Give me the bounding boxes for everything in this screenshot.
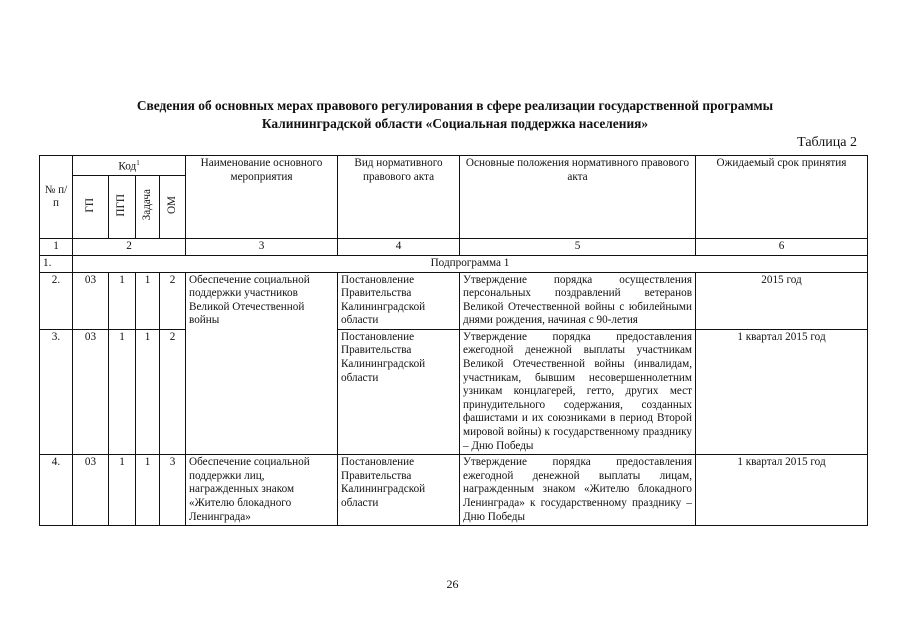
row-pgp: 1 — [109, 272, 136, 329]
row-pgp: 1 — [109, 455, 136, 526]
row-pgp: 1 — [109, 329, 136, 454]
header-act-type: Вид нормативного правового акта — [338, 156, 460, 239]
row-provisions: Утверждение порядка осуществления персональных поздравлений ветеранов Великой Отечественной войны с юбилейными днями рождения, начиная с 90-летия — [460, 272, 696, 329]
table-label: Таблица 2 — [797, 135, 857, 150]
row-deadline: 2015 год — [696, 272, 868, 329]
title-line-1: Сведения об основных мерах правового регулирования в сфере реализации государственной программы — [136, 98, 774, 113]
row-task: 1 — [136, 455, 160, 526]
subprogram-row — [40, 255, 868, 272]
header-code — [73, 156, 186, 176]
subprogram-label: Подпрограмма 1 — [73, 255, 868, 272]
row-om: 3 — [160, 455, 186, 526]
row-num: 4. — [40, 455, 73, 526]
col-number: 5 — [460, 239, 696, 256]
row-gp: 03 — [73, 455, 109, 526]
col-number: 2 — [73, 239, 186, 256]
col-number: 1 — [40, 239, 73, 256]
subprogram-num: 1. — [40, 255, 73, 272]
header-gp-label: ГП — [83, 197, 96, 213]
header-measure: Наименование основного мероприятия — [186, 156, 338, 239]
row-act-type: Постановление Правительства Калининградской области — [338, 329, 460, 454]
row-deadline: 1 квартал 2015 год — [696, 329, 868, 454]
table-row — [40, 272, 868, 329]
row-measure: Обеспечение социальной поддержки лиц, награжденных знаком «Жителю блокадного Ленинграда» — [186, 455, 338, 526]
col-number: 6 — [696, 239, 868, 256]
col-number: 3 — [186, 239, 338, 256]
row-provisions: Утверждение порядка предоставления ежегодной денежной выплаты участникам Великой Отечественной войны (инвалидам, участникам, бывшим несовершеннолетним узникам концлагерей, гетто, других мест принудительного содержания, созданных фашистами и их союзниками в период Второй мировой войны) к государственному празднику – Дню Победы — [460, 329, 696, 454]
header-code-label: Код — [118, 160, 137, 173]
row-om: 2 — [160, 272, 186, 329]
row-gp: 03 — [73, 272, 109, 329]
row-act-type: Постановление Правительства Калининградской области — [338, 455, 460, 526]
table-row — [40, 455, 868, 526]
header-task — [136, 176, 160, 239]
row-act-type: Постановление Правительства Калининградской области — [338, 272, 460, 329]
row-num: 2. — [40, 272, 73, 329]
header-om-label: ОМ — [165, 196, 178, 215]
table-row — [40, 329, 868, 454]
header-task-label: Задача — [140, 189, 153, 221]
header-row-1 — [40, 156, 868, 176]
column-number-row — [40, 239, 868, 256]
header-gp — [73, 176, 109, 239]
row-gp: 03 — [73, 329, 109, 454]
col-number: 4 — [338, 239, 460, 256]
header-pgp-label: ПГП — [115, 193, 128, 217]
title-line-2: Калининградской области «Социальная поддержка населения» — [261, 116, 649, 131]
header-code-footnote: 1 — [136, 159, 140, 167]
row-deadline: 1 квартал 2015 год — [696, 455, 868, 526]
row-provisions: Утверждение порядка предоставления ежегодной денежной выплаты лицам, награжденным знаком «Жителю блокадного Ленинграда» к государственному празднику – Дню Победы — [460, 455, 696, 526]
header-deadline: Ожидаемый срок принятия — [696, 156, 868, 239]
row-om: 2 — [160, 329, 186, 454]
header-provisions: Основные положения нормативного правового акта — [460, 156, 696, 239]
page-number: 26 — [446, 577, 459, 591]
header-num: № п/п — [40, 156, 73, 239]
header-pgp — [109, 176, 136, 239]
row-task: 1 — [136, 272, 160, 329]
measures-table — [39, 155, 868, 526]
header-om — [160, 176, 186, 239]
document-title — [40, 97, 870, 133]
row-measure: Обеспечение социальной поддержки участников Великой Отечественной войны — [186, 272, 338, 455]
row-num: 3. — [40, 329, 73, 454]
row-task: 1 — [136, 329, 160, 454]
